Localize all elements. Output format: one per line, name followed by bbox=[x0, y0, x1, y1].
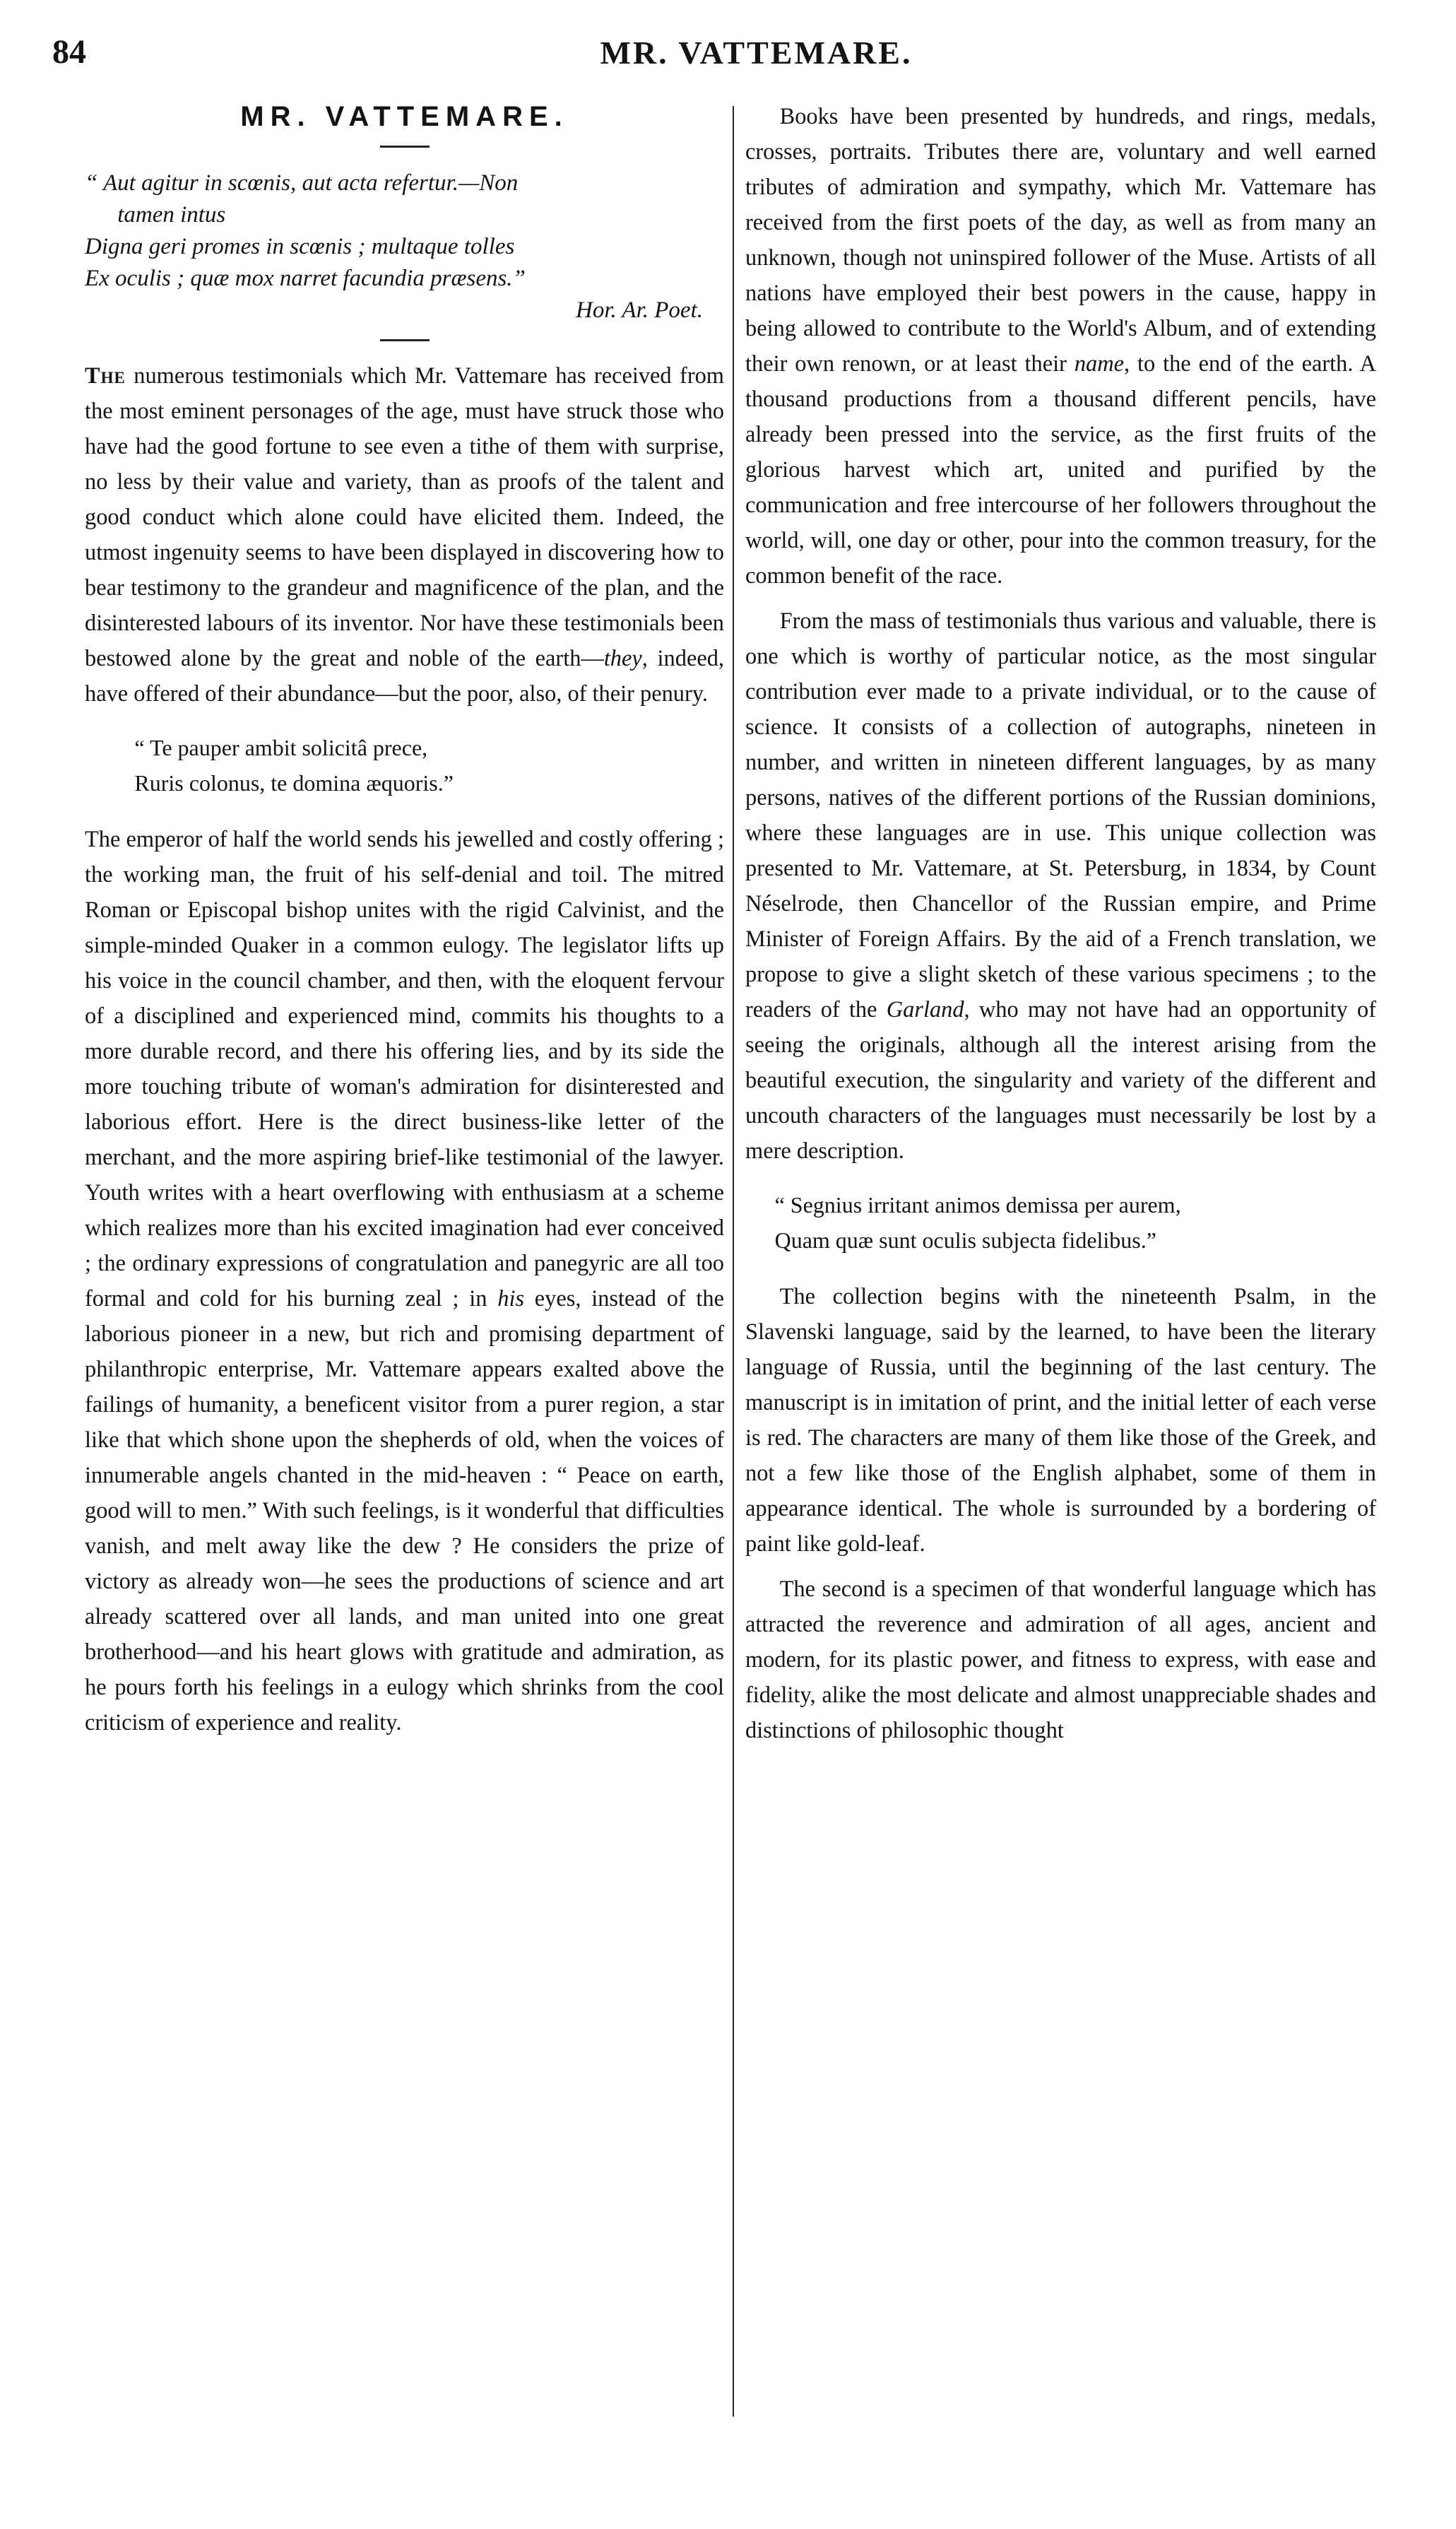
paragraph-text: Books have been presented by hundreds, and rings, medals, crosses, portraits. Tributes there are, voluntary and well earned tributes of admiration and sympathy, which Mr. Vattemare has received from the first poets of the day, as well as from many an unknown, though not uninspired follower of the Muse. Artists of all nations have employed their best powers in the cause, happy in being allowed to contribute to the World's Album, and of extending their own renown, or at least their bbox=[745, 104, 1376, 377]
verse-line: Ruris colonus, te domina æquoris.” bbox=[134, 770, 454, 796]
paragraph: The second is a specimen of that wonderful language which has attracted the reverence and admiration of all ages, ancient and modern, for its plastic power, and fitness to express, with ease and fidelity, alike the most delicate and almost unappreciable shades and distinctions of philosophic thought bbox=[745, 1576, 1376, 1743]
paragraph-text: , who may not have had an opportunity of seeing the originals, although all the interest arising from the beautiful execution, the singularity and variety of the different and uncouth characters of the languages must necessarily be lost by a mere description. bbox=[745, 997, 1376, 1164]
motto bbox=[85, 167, 724, 326]
italic-word: Garland bbox=[886, 997, 964, 1022]
paragraph bbox=[745, 603, 1376, 1169]
paragraph-text: , indeed, have offered of their abundance—but the poor, also, of their penury. bbox=[85, 646, 724, 707]
italic-word: his bbox=[497, 1286, 525, 1311]
verse-quote bbox=[745, 1187, 1376, 1258]
motto-attribution: Hor. Ar. Poet. bbox=[576, 297, 703, 323]
paragraph-text: eyes, instead of the laborious pioneer in a new, but rich and promising department of philanthropic enterprise, Mr. Vattemare appears exalted above the failings of humanity, a beneficent visitor from a purer region, a star like that which shone upon the shepherds of old, when the voices of innumerable angels chanted in the mid-heaven : “ Peace on earth, good will to men.” With such feelings, is it wonderful that difficulties vanish, and melt away like the dew ? He considers the prize of victory as already won—he sees the productions of science and art already scattered over all lands, and man united into one great brotherhood—and his heart glows with gratitude and admiration, as he pours forth his feelings in a eulogy which shrinks from the cool criticism of experience and reality. bbox=[85, 1286, 725, 1735]
verse-quote bbox=[85, 730, 724, 801]
motto-line: Ex oculis ; quæ mox narret facundia præsens.” bbox=[85, 266, 526, 291]
column-divider bbox=[733, 106, 734, 2417]
paragraph-text: The emperor of half the world sends his jewelled and costly offering ; the working man, the fruit of his self-denial and toil. The mitred Roman or Episcopal bishop unites with the rigid Calvinist, and the simple-minded Quaker in a common eulogy. The legislator lifts up his voice in the council chamber, and then, with the eloquent fervour of a disciplined and experienced mind, commits his thoughts to a more durable record, and there his offering lies, and by its side the more touching tribute of woman's admiration for disinterested and laborious effort. Here is the direct business-like letter of the merchant, and the more aspiring brief-like testimonial of the lawyer. Youth writes with a heart overflowing with enthusiasm at a scheme which realizes more than his excited imagination had ever conceived ; the ordinary expressions of congratulation and panegyric are all too formal and cold for his burning zeal ; in bbox=[85, 827, 724, 1311]
running-head bbox=[49, 33, 1414, 89]
left-column bbox=[85, 99, 724, 1740]
lead-word: The bbox=[85, 363, 126, 389]
motto-line: tamen intus bbox=[117, 202, 226, 228]
paragraph bbox=[745, 99, 1376, 594]
verse-line: “ Segnius irritant animos demissa per aurem, bbox=[774, 1192, 1181, 1218]
paragraph: The collection begins with the nineteenth Psalm, in the Slavenski language, said by the learned, to have been the literary language of Russia, until the beginning of the last century. The manuscript is in imitation of print, and the initial letter of each verse is red. The characters are many of them like those of the Greek, and not a few like those of the English alphabet, some of them in appearance identical. The whole is surrounded by a bordering of paint like gold-leaf. bbox=[745, 1284, 1376, 1557]
right-column bbox=[745, 99, 1376, 1748]
verse-line: Quam quæ sunt oculis subjecta fidelibus.” bbox=[774, 1227, 1156, 1253]
paragraph-text: , to the end of the earth. A thousand productions from a thousand different pencils, have already been pressed into the service, as the first fruits of the glorious harvest which art, united and purified by the communication and free intercourse of her followers throughout the world, will, one day or other, pour into the common treasury, for the common benefit of the race. bbox=[745, 351, 1376, 589]
paragraph bbox=[85, 822, 724, 1740]
verse-line: “ Te pauper ambit solicitâ prece, bbox=[134, 735, 428, 760]
paragraph-text: From the mass of testimonials thus various and valuable, there is one which is worthy of particular notice, as the most singular contribution ever made to a private individual, or to the cause of science. It consists of a collection of autographs, nineteen in number, and written in nineteen different languages, by as many persons, natives of the different portions of the Russian dominions, where these languages are in use. This unique collection was presented to Mr. Vattemare, at St. Petersburg, in 1834, by Count Néselrode, then Chancellor of the Russian empire, and Prime Minister of Foreign Affairs. By the aid of a French translation, we propose to give a slight sketch of these various specimens ; to the readers of the bbox=[745, 608, 1376, 1022]
motto-rule bbox=[380, 339, 430, 341]
italic-word: they bbox=[603, 646, 642, 671]
italic-word: name bbox=[1074, 351, 1124, 377]
paragraph bbox=[85, 358, 724, 712]
paragraph-text: numerous testimonials which Mr. Vattemare has received from the most eminent personages of the age, must have struck those who have had the good fortune to see even a tithe of them with surprise, no less by their value and variety, than as proofs of the talent and good conduct which alone could have elicited them. Indeed, the utmost ingenuity seems to have been displayed in discovering how to bear testimony to the grandeur and magnificence of the plan, and the disinterested labours of its inventor. Nor have these testimonials been bestowed alone by the great and noble of the earth— bbox=[85, 363, 724, 671]
title-rule bbox=[380, 146, 430, 148]
running-title: MR. VATTEMARE. bbox=[600, 35, 913, 71]
motto-line: Digna geri promes in scœnis ; multaque tolles bbox=[85, 234, 515, 259]
page-number: 84 bbox=[52, 33, 86, 71]
article-title: MR. VATTEMARE. bbox=[240, 101, 569, 132]
motto-line: “ Aut agitur in scœnis, aut acta refertur.—Non bbox=[85, 170, 519, 196]
